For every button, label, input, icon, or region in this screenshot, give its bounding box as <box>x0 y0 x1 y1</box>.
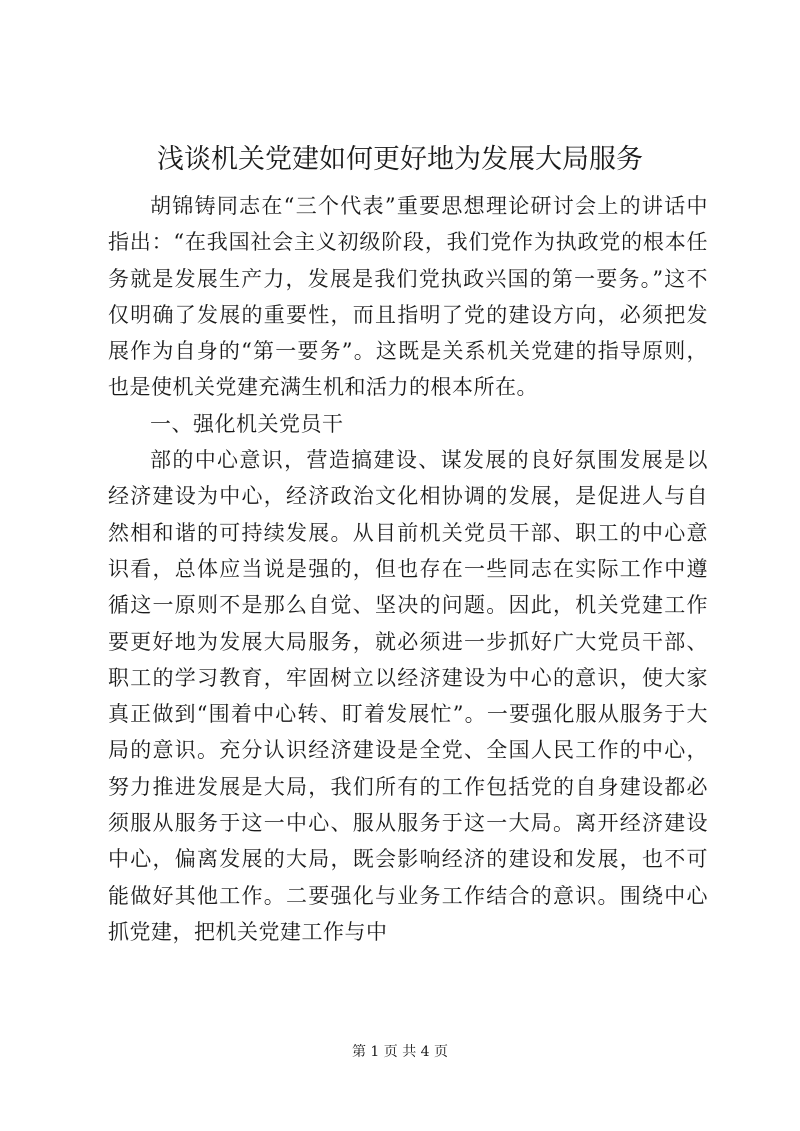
paragraph-intro: 胡锦铸同志在“三个代表”重要思想理论研讨会上的讲话中指出：“在我国社会主义初级阶段，我们党作为执政党的根本任务就是发展生产力，发展是我们党执政兴国的第一要务。”这不仅明确了发展的重要性，而且指明了党的建设方向，必须把发展作为自身的“第一要务”。这既是关系机关党建的指导原则，也是使机关党建充满生机和活力的根本所在。 <box>108 194 708 400</box>
section-heading-1: 一、强化机关党员干 <box>150 411 344 436</box>
page-footer: 第 1 页 共 4 页 <box>351 1044 449 1060</box>
paragraph-section-1: 部的中心意识，营造搞建设、谋发展的良好氛围发展是以经济建设为中心，经济政治文化相协调的发展，是促进人与自然相和谐的可持续发展。从目前机关党员干部、职工的中心意识看，总体应当说是强的，但也存在一些同志在实际工作中遵循这一原则不是那么自觉、坚决的问题。因此，机关党建工作要更好地为发展大局服务，就必须进一步抓好广大党员干部、职工的学习教育，牢固树立以经济建设为中心的意识，使大家真正做到“围着中心转、盯着发展忙”。一要强化服从服务于大局的意识。充分认识经济建设是全党、全国人民工作的中心，努力推进发展是大局，我们所有的工作包括党的自身建设都必须服从服务于这一中心、服从服务于这一大局。离开经济建设中心，偏离发展的大局，既会影响经济的建设和发展，也不可能做好其他工作。二要强化与业务工作结合的意识。围绕中心抓党建，把机关党建工作与中 <box>108 448 708 944</box>
document-body <box>108 188 708 950</box>
document-title: 浅谈机关党建如何更好地为发展大局服务 <box>157 144 643 175</box>
